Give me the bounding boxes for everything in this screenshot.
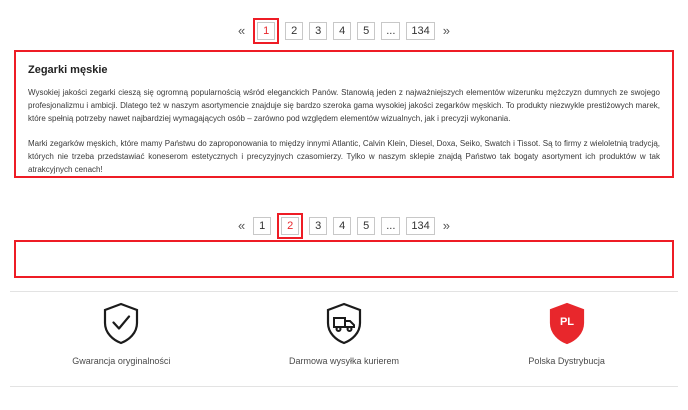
pagination-ellipsis: ... bbox=[381, 22, 400, 40]
shield-pl-icon bbox=[547, 300, 587, 346]
pagination-page-134[interactable]: 134 bbox=[406, 22, 434, 40]
pagination-bottom-page-134[interactable]: 134 bbox=[406, 217, 434, 235]
badge-guarantee bbox=[21, 300, 221, 366]
pagination-bottom[interactable] bbox=[0, 213, 688, 239]
pagination-next-button[interactable]: » bbox=[442, 23, 450, 38]
pagination-bottom-prev-button[interactable]: « bbox=[238, 218, 246, 233]
badge-shipping bbox=[244, 300, 444, 366]
pagination-bottom-page-4[interactable]: 4 bbox=[333, 217, 351, 235]
pagination-page-3[interactable]: 3 bbox=[309, 22, 327, 40]
badge-guarantee-label: Gwarancja oryginalności bbox=[72, 356, 171, 366]
pagination-page-5[interactable]: 5 bbox=[357, 22, 375, 40]
pagination-page-2[interactable]: 2 bbox=[285, 22, 303, 40]
category-description-block bbox=[14, 50, 674, 178]
divider-bottom bbox=[10, 386, 678, 387]
description-paragraph-2: Marki zegarków męskich, które mamy Państwu do zaproponowania to między innymi Atlantic, Calvin Klein, Diesel, Doxa, Seiko, Swatch i Tissot. Są to firmy z wieloletnią tradycją, których nie trzeba przedstawiać koneserom estetycznych i precyzyjnych czasomierzy. Tylko w naszym sklepie znajdą Państwo tak bogaty asortyment ich produktów w tak atrakcyjnych cenach! bbox=[28, 138, 660, 174]
pagination-bottom-next-button[interactable]: » bbox=[442, 218, 450, 233]
pagination-current-highlight bbox=[253, 18, 279, 44]
shield-truck-icon bbox=[324, 300, 364, 346]
badge-distribution bbox=[467, 300, 667, 366]
pagination-bottom-current-highlight bbox=[277, 213, 303, 239]
pagination-top[interactable] bbox=[0, 18, 688, 44]
badge-distribution-label: Polska Dystrybucja bbox=[528, 356, 605, 366]
divider-top bbox=[10, 291, 678, 292]
pagination-bottom-page-5[interactable]: 5 bbox=[357, 217, 375, 235]
description-heading: Zegarki męskie bbox=[28, 64, 108, 76]
empty-highlighted-block bbox=[14, 240, 674, 278]
trust-badges bbox=[10, 300, 678, 366]
pagination-page-4[interactable]: 4 bbox=[333, 22, 351, 40]
pagination-page-1[interactable]: 1 bbox=[257, 22, 275, 40]
pagination-bottom-page-1[interactable]: 1 bbox=[253, 217, 271, 235]
badge-shipping-label: Darmowa wysyłka kurierem bbox=[288, 356, 399, 366]
shield-check-icon bbox=[101, 300, 141, 346]
pagination-bottom-page-3[interactable]: 3 bbox=[309, 217, 327, 235]
description-paragraph-1: Wysokiej jakości zegarki cieszą się ogromną popularnością wśród eleganckich Panów. Stanowią jeden z najważniejszych elementów wizerunku mężczyzn dumnych ze swojego profesjonalizmu i ambicji. Dlatego też w naszym asortymencie znajduje się bardzo szeroka gama wysokiej jakości zegarków męskich. To produkty niezwykle prestiżowych marek, które spełnią potrzeby nawet najbardziej wymagających osób – zarówno pod względem elementów wizualnych, jak i precyzji wykonania. bbox=[28, 88, 660, 124]
pagination-bottom-ellipsis: ... bbox=[381, 217, 400, 235]
svg-text:PL: PL bbox=[559, 316, 574, 328]
pagination-prev-button[interactable]: « bbox=[238, 23, 246, 38]
pagination-bottom-page-2[interactable]: 2 bbox=[281, 217, 299, 235]
